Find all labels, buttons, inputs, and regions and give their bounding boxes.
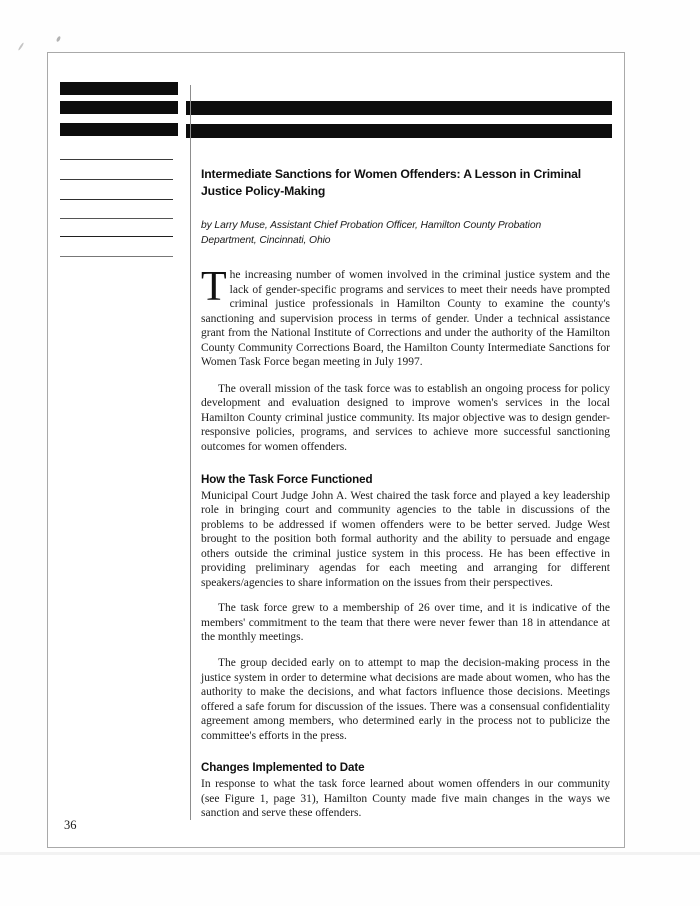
masthead-bar-left-middle: [60, 101, 178, 114]
scan-speckle-icon: [56, 36, 61, 43]
scan-edge-shadow: [0, 852, 700, 855]
article-column: [201, 166, 610, 821]
lede-text: he increasing number of women involved in the criminal justice system and the lack of gender-specific programs and services to meet their needs have prompted criminal justice professionals in Hamilton County to examine the county's sanctioning and supervision process in terms of gender. Under a technical assistance grant from the National Institute of Corrections and under the authority of the Hamilton County Community Corrections Board, the Hamilton County Intermediate Sanctions for Women Task Force began meeting in July 1997.: [201, 269, 610, 369]
article-title: Intermediate Sanctions for Women Offenders: A Lesson in Criminal Justice Policy-Making: [201, 167, 582, 198]
sidebar-rule: [60, 159, 173, 160]
scan-speckle-icon: [18, 42, 25, 51]
section-heading-how-the-task-force-functioned: How the Task Force Functioned: [201, 472, 373, 486]
drop-cap: T: [201, 264, 227, 310]
masthead-bar-left-top: [60, 82, 178, 95]
article-byline: by Larry Muse, Assistant Chief Probation Officer, Hamilton County Probation Department, Cincinnati, Ohio: [201, 220, 542, 246]
sidebar-rule: [60, 236, 173, 237]
sidebar-rule: [60, 256, 173, 257]
body-paragraph: The task force grew to a membership of 26 over time, and it is indicative of the members' commitment to the team that there were never fewer than 18 in attendance at the monthly meetings.: [201, 602, 610, 644]
body-paragraph: Municipal Court Judge John A. West chaired the task force and played a key leadership role in bringing court and community agencies to the table in discussions of the problems to be addressed if women offenders were to be better served. Judge West brought to the position both formal authority and the ability to persuade and engage others outside the criminal justice system in this process. He has been effective in providing preliminary agendas for each meeting and arranging for different speakers/agencies to share information on the issues from their perspectives.: [201, 489, 610, 589]
section-heading-changes-implemented-to-date: Changes Implemented to Date: [201, 761, 365, 775]
masthead-bar-right-top: [186, 101, 612, 115]
sidebar-rule: [60, 218, 173, 219]
lede-paragraph: [201, 264, 610, 370]
body-paragraph: The group decided early on to attempt to map the decision-making process in the justice system in order to determine what decisions are made about women, who has the authority to make the decisions, and what factors influence those decisions. Meetings offered a safe forum for discussion of the issues. There was a consensual confidentiality agreement among members, who determined early in the process not to publicize the committee's efforts in the press.: [201, 657, 610, 742]
column-divider: [190, 85, 191, 820]
page-number: 36: [64, 818, 77, 832]
masthead-bar-left-bottom: [60, 123, 178, 136]
body-paragraph: In response to what the task force learned about women offenders in our community (see Figure 1, page 31), Hamilton County made five main changes in the ways we sanction and serve these offenders.: [201, 778, 610, 820]
sidebar-rule: [60, 199, 173, 200]
body-paragraph: The overall mission of the task force was to establish an ongoing process for policy development and evaluation designed to improve women's services in the local Hamilton County criminal justice community. Its major objective was to design gender-responsive policies, programs, and services to achieve more successful sanctioning outcomes for women offenders.: [201, 382, 610, 454]
sidebar-rule: [60, 179, 173, 180]
masthead-bar-right-bottom: [186, 124, 612, 138]
